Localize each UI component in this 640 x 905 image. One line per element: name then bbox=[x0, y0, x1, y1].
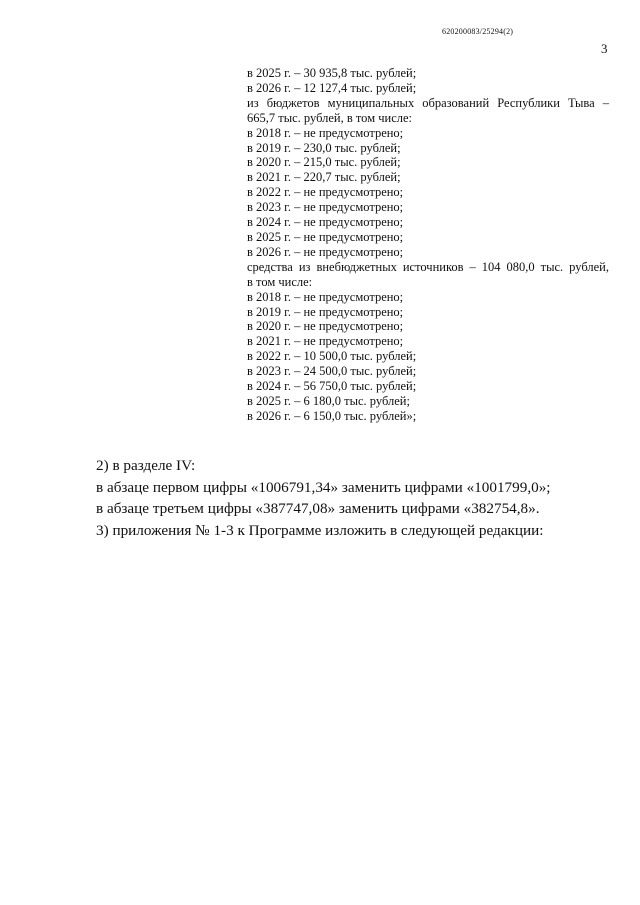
extrabudget-heading-cont: в том числе: bbox=[247, 274, 313, 289]
municipal-year-line: в 2023 г. – не предусмотрено; bbox=[247, 200, 404, 215]
municipal-year-line: в 2020 г. – 215,0 тыс. рублей; bbox=[247, 155, 401, 170]
municipal-year-line: в 2021 г. – 220,7 тыс. рублей; bbox=[247, 170, 401, 185]
amendment-paragraph-first: в абзаце первом цифры «1006791,34» заменить цифрами «1001799,0»; bbox=[96, 478, 551, 496]
municipal-year-line: в 2019 г. – 230,0 тыс. рублей; bbox=[247, 140, 401, 155]
amendment-appendices: 3) приложения № 1-3 к Программе изложить в следующей редакции: bbox=[96, 521, 544, 539]
extrabudget-year-line: в 2020 г. – не предусмотрено; bbox=[247, 319, 404, 334]
amendment-section-iv: 2) в разделе IV: bbox=[96, 457, 196, 474]
document-id: 620200083/25294(2) bbox=[442, 27, 514, 36]
municipal-heading-cont: 665,7 тыс. рублей, в том числе: bbox=[247, 110, 413, 125]
extrabudget-year-line: в 2024 г. – 56 750,0 тыс. рублей; bbox=[247, 379, 417, 394]
extrabudget-year-line: в 2023 г. – 24 500,0 тыс. рублей; bbox=[247, 364, 417, 379]
funding-block bbox=[247, 66, 609, 424]
extrabudget-year-line: в 2022 г. – 10 500,0 тыс. рублей; bbox=[247, 349, 417, 364]
funding-line: в 2026 г. – 12 127,4 тыс. рублей; bbox=[247, 80, 417, 95]
extrabudget-year-line: в 2018 г. – не предусмотрено; bbox=[247, 289, 404, 304]
municipal-year-line: в 2024 г. – не предусмотрено; bbox=[247, 215, 404, 230]
extrabudget-year-line: в 2019 г. – не предусмотрено; bbox=[247, 304, 404, 319]
municipal-year-line: в 2026 г. – не предусмотрено; bbox=[247, 244, 404, 259]
extrabudget-year-line: в 2026 г. – 6 150,0 тыс. рублей»; bbox=[247, 408, 417, 423]
page-number: 3 bbox=[601, 41, 608, 56]
municipal-heading: из бюджетов муниципальных образований Республики Тыва – bbox=[247, 95, 609, 110]
municipal-year-line: в 2025 г. – не предусмотрено; bbox=[247, 229, 404, 244]
municipal-year-line: в 2022 г. – не предусмотрено; bbox=[247, 185, 404, 200]
extrabudget-heading: средства из внебюджетных источников – 104 080,0 тыс. рублей, bbox=[247, 259, 609, 274]
extrabudget-year-line: в 2025 г. – 6 180,0 тыс. рублей; bbox=[247, 393, 410, 408]
amendment-paragraph-third: в абзаце третьем цифры «387747,08» заменить цифрами «382754,8». bbox=[96, 500, 540, 517]
municipal-year-line: в 2018 г. – не предусмотрено; bbox=[247, 125, 404, 140]
amendments-section bbox=[96, 455, 606, 541]
funding-line: в 2025 г. – 30 935,8 тыс. рублей; bbox=[247, 66, 417, 80]
extrabudget-year-line: в 2021 г. – не предусмотрено; bbox=[247, 334, 404, 349]
